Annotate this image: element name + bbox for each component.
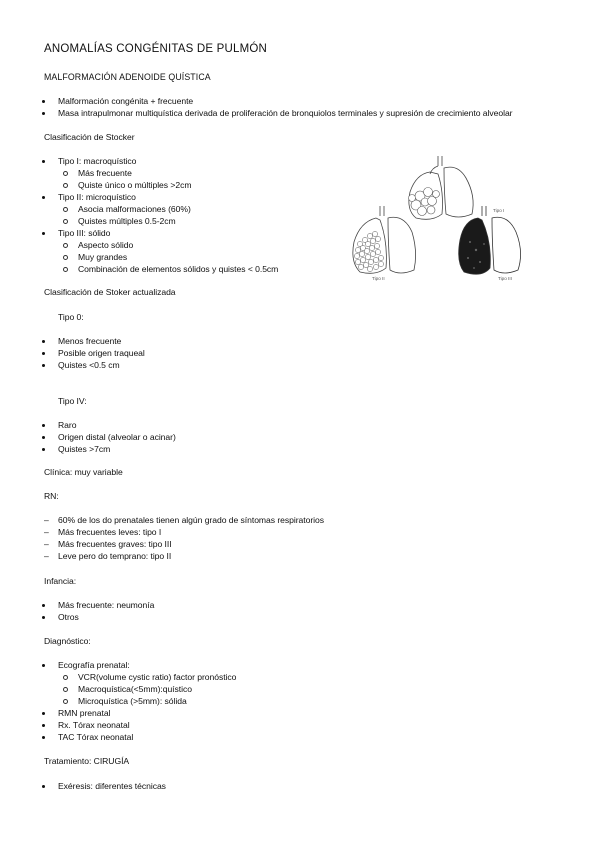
stocker-lung-illustration bbox=[346, 152, 536, 282]
dash-item: – Más frecuentes graves: tipo III bbox=[58, 539, 172, 550]
list-item: Más frecuente: neumonía bbox=[58, 600, 155, 610]
list-item: Ecografía prenatal: bbox=[58, 660, 130, 670]
figure-label: Tipo III bbox=[498, 276, 512, 281]
tipo-4-label: Tipo IV: bbox=[58, 396, 87, 406]
sub-list-item: Quistes múltiples 0.5-2cm bbox=[78, 216, 176, 226]
clinica-heading: Clínica: muy variable bbox=[44, 467, 123, 477]
sub-list-item: Macroquística(<5mm):quístico bbox=[78, 684, 192, 694]
stocker-heading: Clasificación de Stocker bbox=[44, 132, 135, 142]
sub-list-item: Quiste único o múltiples >2cm bbox=[78, 180, 192, 190]
rn-label: RN: bbox=[44, 491, 59, 501]
list-item: Posible origen traqueal bbox=[58, 348, 145, 358]
lung-tipo-3 bbox=[459, 206, 521, 274]
list-item: Quistes >7cm bbox=[58, 444, 111, 454]
dash-item: – Leve pero do temprano: tipo II bbox=[58, 551, 171, 562]
sub-list-item: Aspecto sólido bbox=[78, 240, 134, 250]
list-item: Malformación congénita + frecuente bbox=[58, 96, 194, 106]
list-item: Quistes <0.5 cm bbox=[58, 360, 120, 370]
list-item: Tipo III: sólido bbox=[58, 228, 111, 238]
list-item: Raro bbox=[58, 420, 77, 430]
lung-tipo-1 bbox=[409, 156, 474, 219]
section-heading-mac: MALFORMACIÓN ADENOIDE QUÍSTICA bbox=[44, 72, 211, 82]
page-title: ANOMALÍAS CONGÉNITAS DE PULMÓN bbox=[44, 43, 268, 55]
dash-item: – 60% de los do prenatales tienen algún grado de síntomas respiratorios bbox=[58, 515, 324, 526]
list-item: Rx. Tórax neonatal bbox=[58, 720, 130, 730]
tipo-0-label: Tipo 0: bbox=[58, 312, 84, 322]
diagnostico-heading: Diagnóstico: bbox=[44, 636, 91, 646]
sub-list-item: Combinación de elementos sólidos y quistes < 0.5cm bbox=[78, 264, 279, 274]
list-item: Otros bbox=[58, 612, 79, 622]
list-item: Tipo I: macroquístico bbox=[58, 156, 137, 166]
tratamiento-heading: Tratamiento: CIRUGÍA bbox=[44, 756, 130, 766]
sub-list-item: Microquística (>5mm): sólida bbox=[78, 696, 187, 706]
stoker-updated-heading: Clasificación de Stoker actualizada bbox=[44, 287, 176, 297]
list-item: Exéresis: diferentes técnicas bbox=[58, 781, 166, 791]
list-item: Origen distal (alveolar o acinar) bbox=[58, 432, 176, 442]
list-item: Masa intrapulmonar multiquística derivada de proliferación de bronquiolos terminales y supresión de crecimiento alveolar bbox=[58, 108, 513, 118]
lung-tipo-2 bbox=[353, 206, 416, 273]
figure-label: Tipo II bbox=[372, 276, 385, 281]
dash-item: – Más frecuentes leves: tipo I bbox=[58, 527, 161, 538]
sub-list-item: Muy grandes bbox=[78, 252, 128, 262]
infancia-label: Infancia: bbox=[44, 576, 77, 586]
list-item: RMN prenatal bbox=[58, 708, 111, 718]
list-item: Menos frecuente bbox=[58, 336, 122, 346]
list-item: Tipo II: microquístico bbox=[58, 192, 136, 202]
sub-list-item: VCR(volume cystic ratio) factor pronóstico bbox=[78, 672, 237, 682]
sub-list-item: Asocia malformaciones (60%) bbox=[78, 204, 191, 214]
sub-list-item: Más frecuente bbox=[78, 168, 132, 178]
list-item: TAC Tórax neonatal bbox=[58, 732, 134, 742]
figure-label: Tipo I bbox=[493, 208, 505, 213]
